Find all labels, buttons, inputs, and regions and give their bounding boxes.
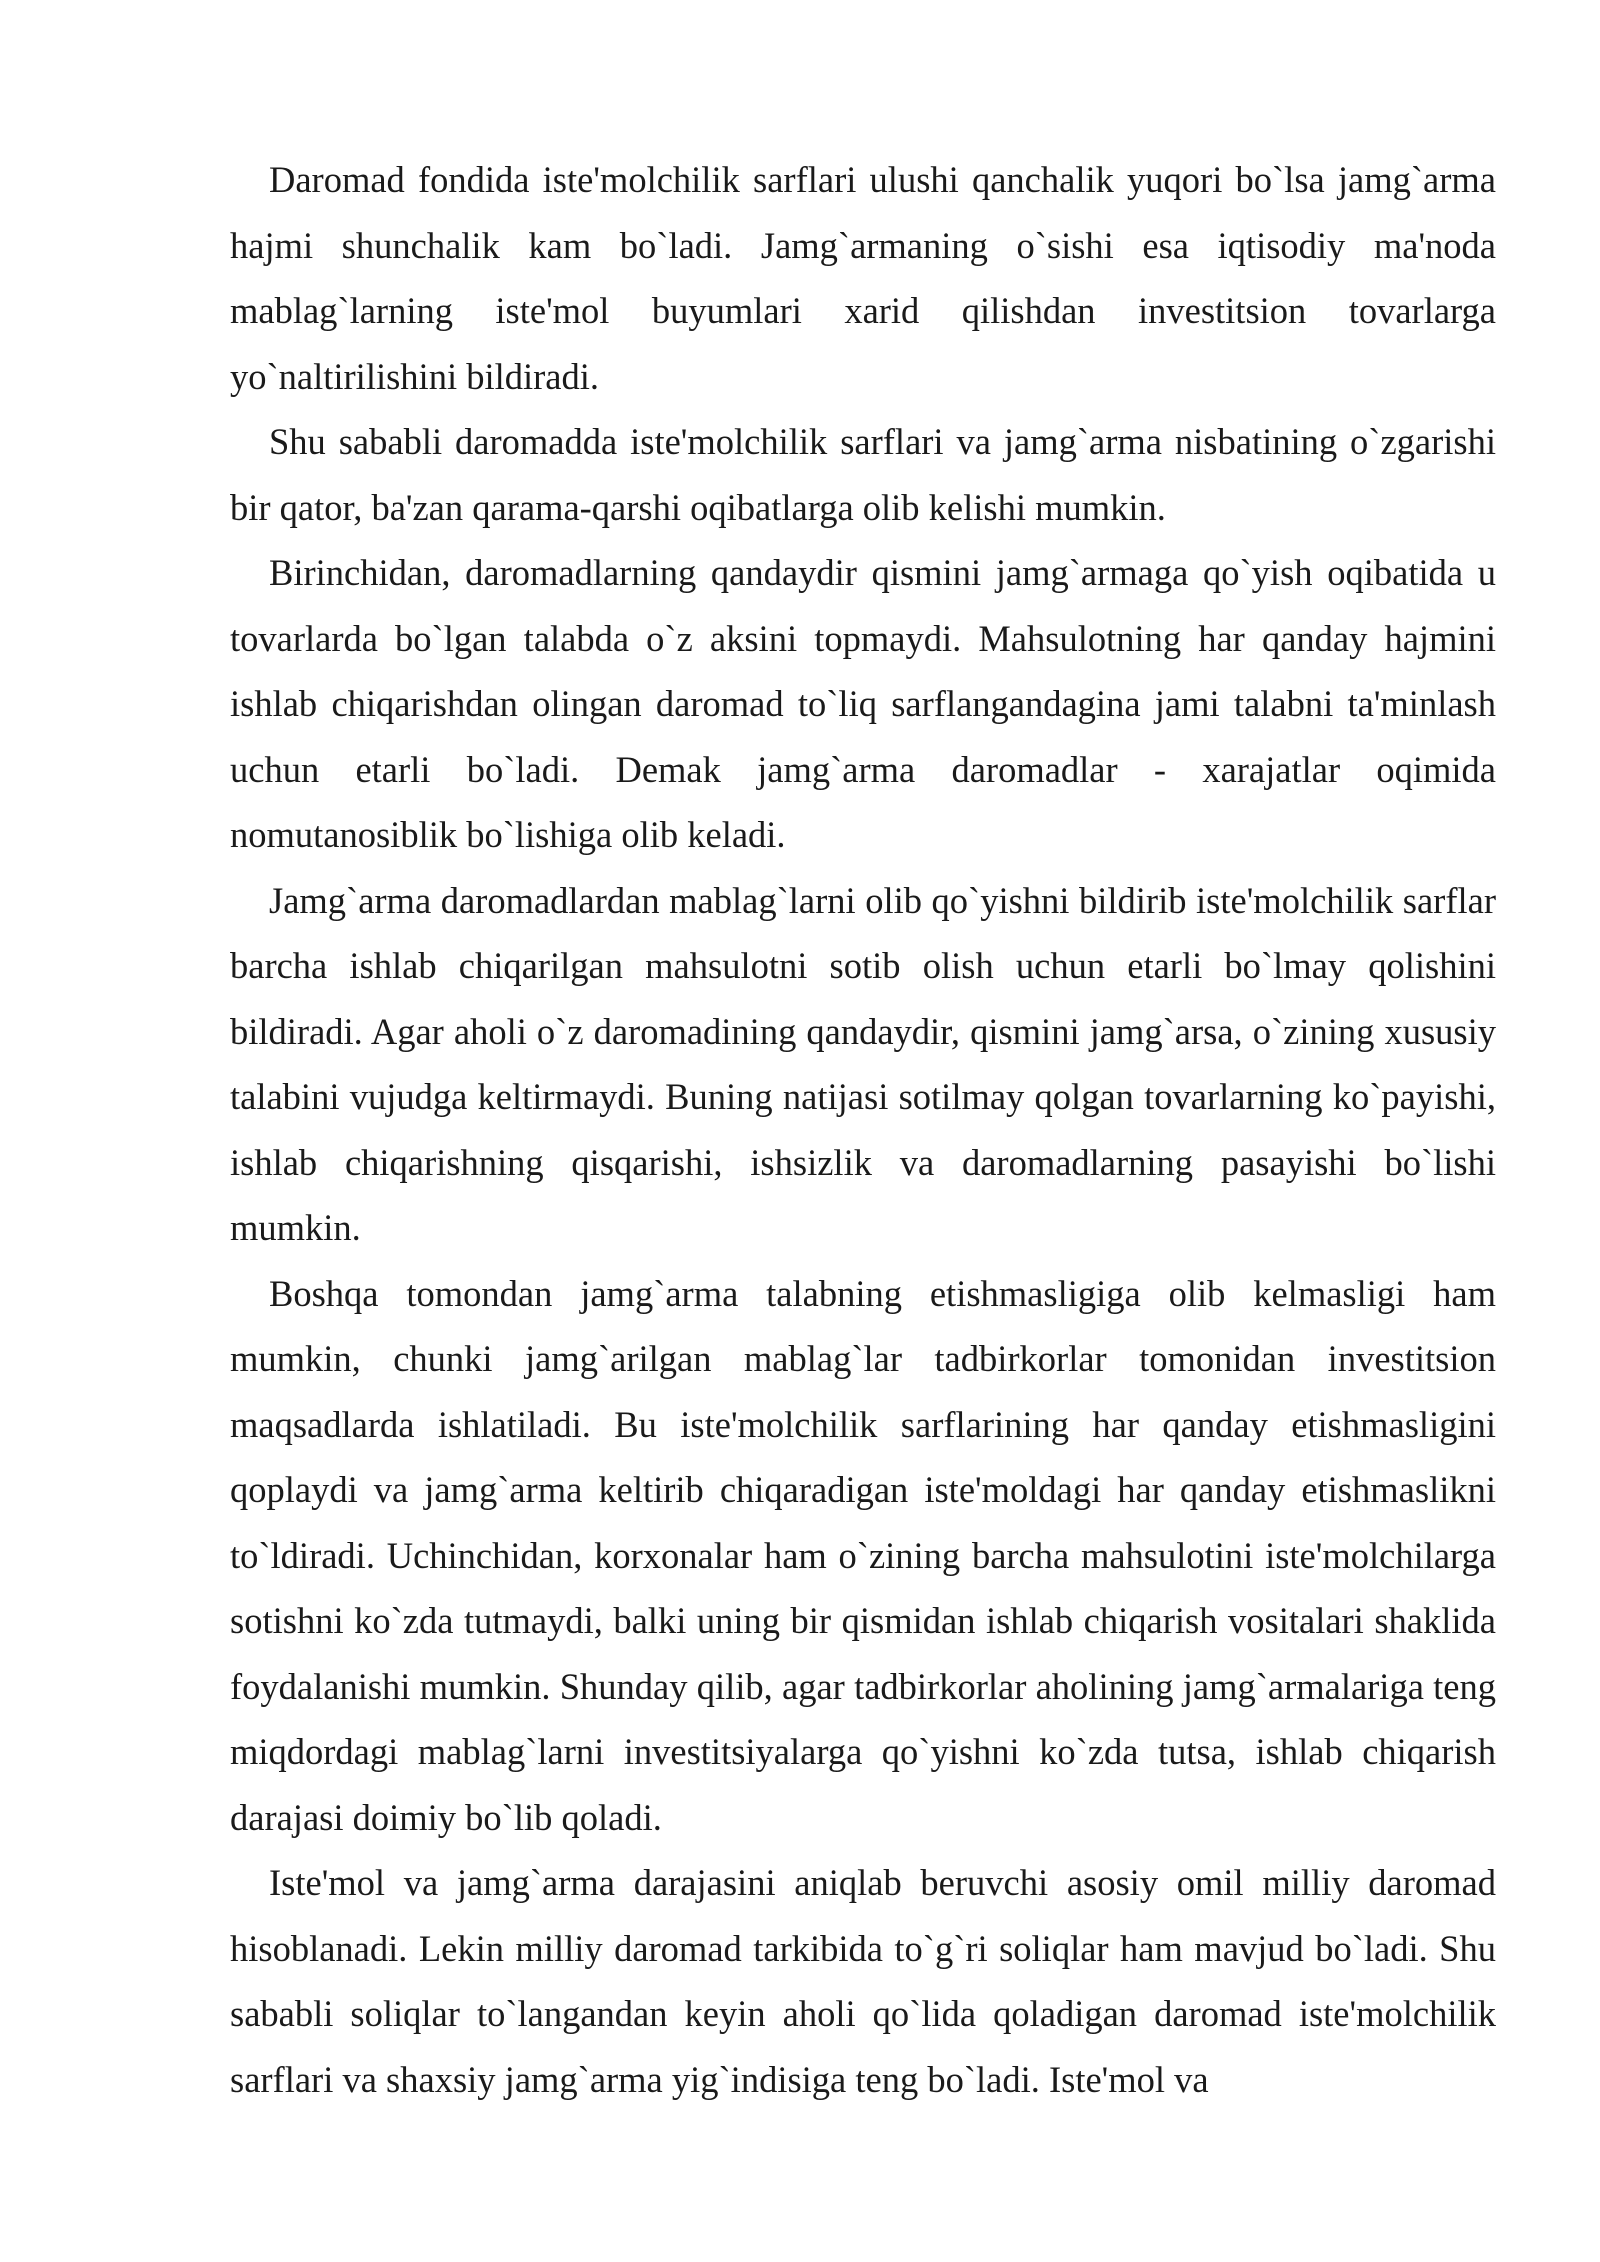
paragraph-2: Shu sababli daromadda iste'molchilik sarflari va jamg`arma nisbatining o`zgarishi bir qator, ba'zan qarama-qarshi oqibatlarga olib kelishi mumkin. [230,421,1496,528]
document-body [230,147,1496,2112]
paragraph-6: Iste'mol va jamg`arma darajasini aniqlab beruvchi asosiy omil milliy daromad hisoblanadi. Lekin milliy daromad tarkibida to`g`ri soliqlar ham mavjud bo`ladi. Shu sababli soliqlar to`langandan keyin aholi qo`lida qoladigan daromad iste'molchilik sarflari va shaxsiy jamg`arma yig`indisiga teng bo`ladi. Iste'mol va [230,1862,1496,2100]
paragraph-4: Jamg`arma daromadlardan mablag`larni olib qo`yishni bildirib iste'molchilik sarflar barcha ishlab chiqarilgan mahsulotni sotib olish uchun etarli bo`lmay qolishini bildiradi. Agar aholi o`z daromadining qandaydir, qismini jamg`arsa, o`zining xususiy talabini vujudga keltirmaydi. Buning natijasi sotilmay qolgan tovarlarning ko`payishi, ishlab chiqarishning qisqarishi, ishsizlik va daromadlarning pasayishi bo`lishi mumkin. [230,879,1496,1248]
paragraph-3: Birinchidan, daromadlarning qandaydir qismini jamg`armaga qo`yish oqibatida u tovarlarda bo`lgan talabda o`z aksini topmaydi. Mahsulotning har qanday hajmini ishlab chiqarishdan olingan daromad to`liq sarflangandagina jami talabni ta'minlash uchun etarli bo`ladi. Demak jamg`arma daromadlar - xarajatlar oqimida nomutanosiblik bo`lishiga olib keladi. [230,552,1496,855]
paragraph-5: Boshqa tomondan jamg`arma talabning etishmasligiga olib kelmasligi ham mumkin, chunki jamg`arilgan mablag`lar tadbirkorlar tomonidan investitsion maqsadlarda ishlatiladi. Bu iste'molchilik sarflarining har qanday etishmasligini qoplaydi va jamg`arma keltirib chiqaradigan iste'moldagi har qanday etishmaslikni to`ldiradi. Uchinchidan, korxonalar ham o`zining barcha mahsulotini iste'molchilarga sotishni ko`zda tutmaydi, balki uning bir qismidan ishlab chiqarish vositalari shaklida foydalanishi mumkin. Shunday qilib, agar tadbirkorlar aholining jamg`armalariga teng miqdordagi mablag`larni investitsiyalarga qo`yishni ko`zda tutsa, ishlab chiqarish darajasi doimiy bo`lib qoladi. [230,1272,1496,1838]
paragraph-1: Daromad fondida iste'molchilik sarflari ulushi qanchalik yuqori bo`lsa jamg`arma hajmi shunchalik kam bo`ladi. Jamg`armaning o`sishi esa iqtisodiy ma'noda mablag`larning iste'mol buyumlari xarid qilishdan investitsion tovarlarga yo`naltirilishini bildiradi. [230,159,1496,397]
